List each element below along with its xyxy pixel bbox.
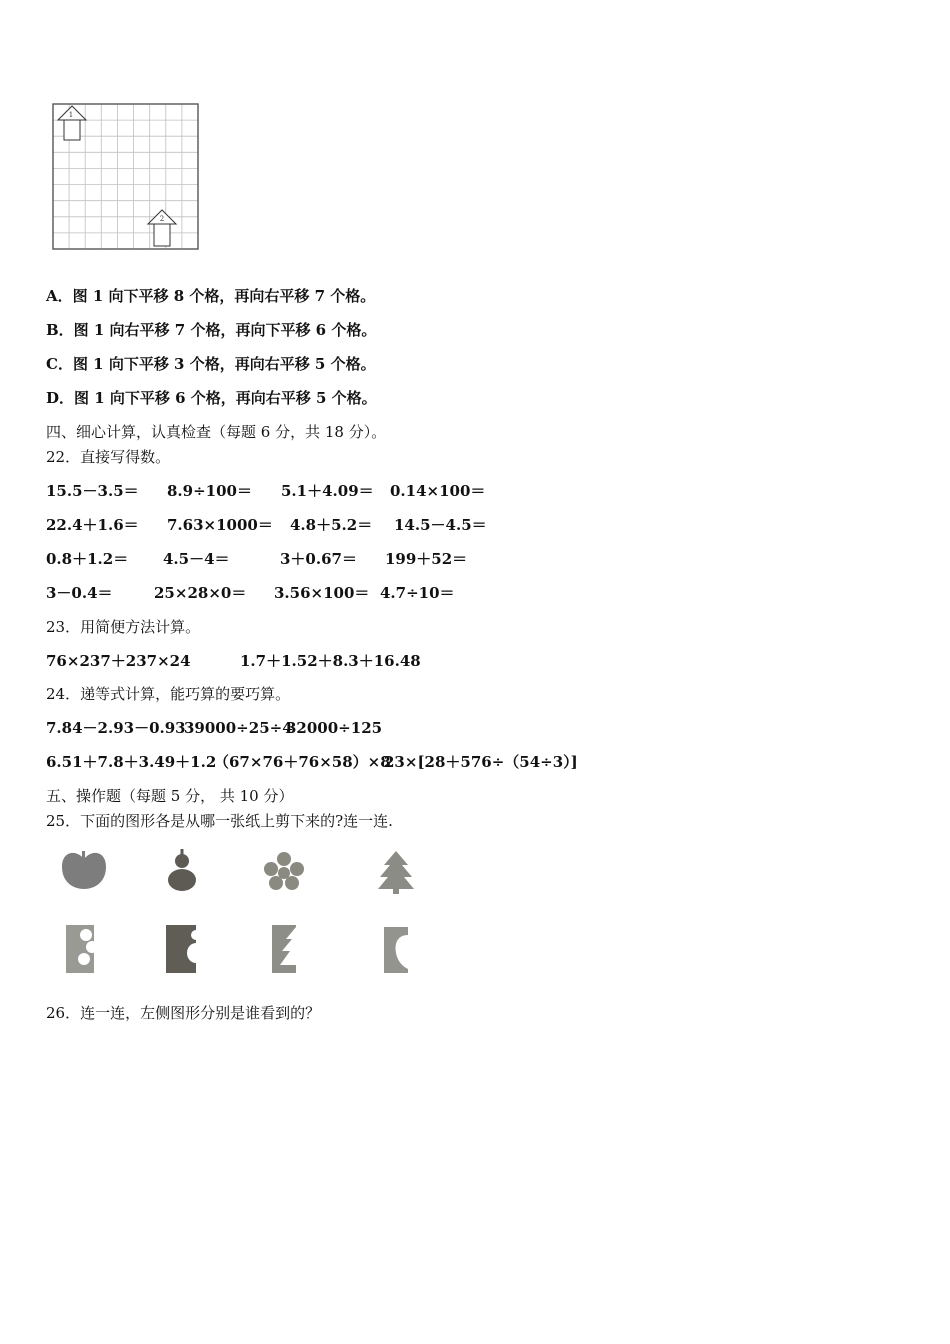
q24-item: 7.84－2.93－0.93 xyxy=(46,719,186,737)
q22-item: 4.7÷10＝ xyxy=(380,584,455,602)
option-a: A．图 1 向下平移 8 个格，再向右平移 7 个格。 xyxy=(46,287,376,305)
paper-apple-cut-icon xyxy=(384,927,408,973)
q23-item: 76×237＋237×24 xyxy=(46,652,191,670)
q22-title: 22．直接写得数。 xyxy=(46,448,171,466)
option-d: D．图 1 向下平移 6 个格，再向右平移 5 个格。 xyxy=(46,389,377,407)
q25-svg xyxy=(46,845,486,985)
q22-item: 22.4＋1.6＝ xyxy=(46,516,139,534)
tree-icon xyxy=(378,851,414,894)
q24-item: （67×76＋76×58）×8 xyxy=(214,753,391,771)
option-c: C．图 1 向下平移 3 个格，再向右平移 5 个格。 xyxy=(46,355,376,373)
q25-title: 25．下面的图形各是从哪一张纸上剪下来的?连一连. xyxy=(46,812,393,830)
q23-title: 23．用简便方法计算。 xyxy=(46,618,201,636)
flower-icon xyxy=(264,852,304,890)
house-2-label: 2 xyxy=(159,215,165,223)
q23-item: 1.7＋1.52＋8.3＋16.48 xyxy=(240,652,421,670)
q22-item: 0.14×100＝ xyxy=(390,482,486,500)
q22-item: 3.56×100＝ xyxy=(274,584,370,602)
q22-item: 3＋0.67＝ xyxy=(280,550,357,568)
q22-item: 3－0.4＝ xyxy=(46,584,113,602)
q24-item: 23×[28＋576÷（54÷3）] xyxy=(384,753,578,771)
q22-item: 4.8＋5.2＝ xyxy=(290,516,373,534)
apple-icon xyxy=(62,851,106,889)
q22-item: 0.8＋1.2＝ xyxy=(46,550,129,568)
paper-flower-cut-icon xyxy=(66,925,98,973)
paper-tree-cut-icon xyxy=(272,925,296,973)
q22-item: 8.9÷100＝ xyxy=(167,482,252,500)
q24-title: 24．递等式计算，能巧算的要巧算。 xyxy=(46,685,291,703)
gourd-icon xyxy=(168,849,196,891)
grid-svg xyxy=(50,102,202,254)
house-1-label: 1 xyxy=(68,111,74,119)
q22-item: 199＋52＝ xyxy=(385,550,468,568)
house-1-icon xyxy=(58,106,86,140)
house-2-icon xyxy=(148,210,176,246)
q22-item: 15.5－3.5＝ xyxy=(46,482,139,500)
q22-item: 7.63×1000＝ xyxy=(167,516,273,534)
option-b: B．图 1 向右平移 7 个格，再向下平移 6 个格。 xyxy=(46,321,377,339)
q25-figure xyxy=(46,845,486,985)
q24-item: 6.51＋7.8＋3.49＋1.2 xyxy=(46,753,217,771)
q22-item: 14.5－4.5＝ xyxy=(394,516,487,534)
q22-item: 5.1＋4.09＝ xyxy=(281,482,374,500)
q22-item: 25×28×0＝ xyxy=(154,584,247,602)
q24-item: 32000÷125 xyxy=(286,719,383,737)
q22-item: 4.5－4＝ xyxy=(163,550,230,568)
grid-figure xyxy=(50,102,202,258)
section-5-heading: 五、操作题（每题 5 分， 共 10 分） xyxy=(46,787,294,805)
section-4-heading: 四、细心计算，认真检查（每题 6 分，共 18 分）。 xyxy=(46,423,387,441)
paper-gourd-cut-icon xyxy=(166,925,205,973)
q26-title: 26．连一连，左侧图形分别是谁看到的？ xyxy=(46,1004,321,1022)
q24-item: 39000÷25÷4 xyxy=(184,719,293,737)
